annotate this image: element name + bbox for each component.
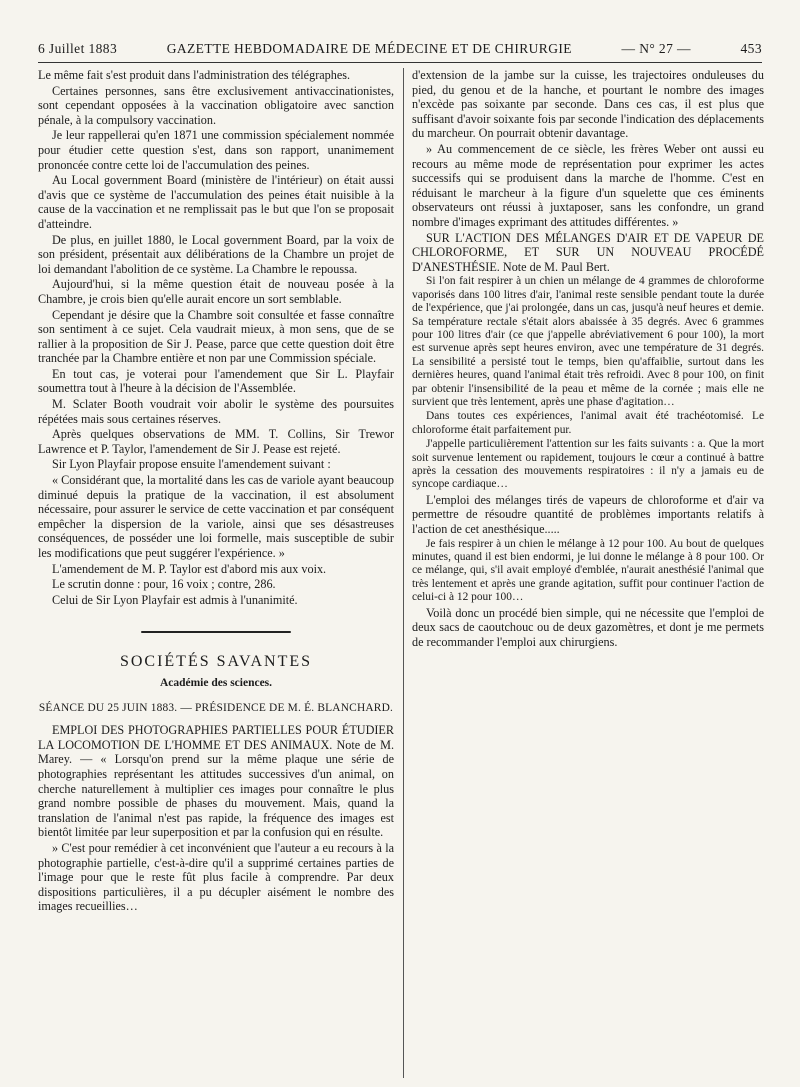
header-page-number: 453 [740,41,762,56]
paragraph: M. Sclater Booth voudrait voir abolir le système des poursuites répétées mais sous certaines réserves. [38,397,394,426]
paragraph: J'appelle particulièrement l'attention sur les faits suivants : a. Que la mort soit survenue lentement ou rapidement, toujours le cœur a continué à battre après la cessation des mouvements respiratoires : il n'y a jamais eu de syncope cardiaque… [412,438,764,491]
paragraph: Après quelques observations de MM. T. Collins, Sir Trewor Lawrence et P. Taylor, l'amendement de Sir J. Pease est rejeté. [38,427,394,456]
paragraph: Celui de Sir Lyon Playfair est admis à l'unanimité. [52,592,298,607]
paragraph: d'extension de la jambe sur la cuisse, les trajectoires onduleuses du pied, du genou et de la hanche, et pourtant le nombre des images n'excède pas soixante par seconde. Dans ces cas, il est plus que suffisant d'avoir soixante fois par seconde l'indication des déplacements du marcheur. On pourrait obtenir davantage. [412,68,764,141]
header-title: GAZETTE HEBDOMADAIRE DE MÉDECINE ET DE CHIRURGIE [166,41,572,56]
paragraph: Certaines personnes, sans être exclusivement antivaccinationistes, sont cependant opposées à la vaccination obligatoire avec sanction pénale, à la compulsory vaccination. [38,83,394,127]
paragraph: Si l'on fait respirer à un chien un mélange de 4 grammes de chloroforme vaporisés dans 100 litres d'air, l'animal reste sensible pendant toute la durée de l'expérience, que j'ai prolongée, dans un cas, jusqu'à neuf heures et demie. Sa température rectale s'était alors abaissée à 35 degrés. Avec 6 grammes pour 100 litres d'air (ce que j'appelle abréviativement 6 pour 100), la mort est survenue après sept heures environ, avec une température de 31 degrés. La sensibilité a persisté tout le temps, bien qu'affaiblie, surtout dans les dernières heures, quand l'animal était très refroidi. Avec 8 pour 100, on finit par obtenir l'insensibilité de la peau et même de la cornée ; mais elle ne survient que très lentement, après une phase d'agitation… [412,275,764,408]
paragraph: Je fais respirer à un chien le mélange à 12 pour 100. Au bout de quelques minutes, quand il est bien endormi, je lui donne le mélange à 8 pour 100. Or ce mélange, qui, s'il avait employé d'emblée, n'aurait anesthésié l'animal que très lentement et après une grande agitation, suffit pour continuer l'action de celui-ci à 12 pour 100… [412,537,764,604]
column-divider [403,68,404,1078]
paragraph: EMPLOI DES PHOTOGRAPHIES PARTIELLES POUR ÉTUDIER LA LOCOMOTION DE L'HOMME ET DES ANIMAUX. Note de M. Marey. — « Lorsqu'on prend sur la même plaque une série de photographies représentant les attitudes successives d'un animal, on cherche naturellement à multiplier ces images pour connaître le plus grand nombre possible de phases du mouvement. Mais, quand la translation de l'animal n'est pas rapide, la fréquence des images est bientôt limitée par leur superposition et par la confusion qui en résulte. [38,723,394,840]
paragraph: L'amendement de M. P. Taylor est d'abord mis aux voix. [52,561,327,576]
paragraph: Dans toutes ces expériences, l'animal avait été trachéotomisé. Le chloroforme était parfaitement pur. [412,410,764,436]
header-rule [38,62,762,63]
seance-line: SÉANCE DU 25 JUIN 1883. — PRÉSIDENCE DE M. É. BLANCHARD. [38,701,394,714]
paragraph: Le scrutin donne : pour, 16 voix ; contre, 286. [52,577,276,592]
paragraph: Aujourd'hui, si la même question était de nouveau posée à la Chambre, je crois bien qu'elle aurait encore un sort semblable. [38,277,394,306]
paragraph: De plus, en juillet 1880, le Local government Board, par la voix de son président, présentait aux délibérations de la Chambre un projet de loi demandant l'abolition de ce système. La Chambre le repoussa. [38,232,394,276]
section-title: SOCIÉTÉS SAVANTES [119,653,313,671]
paragraph: En tout cas, je voterai pour l'amendement que Sir L. Playfair soumettra tout à l'heure à la décision de l'Assemblée. [38,366,394,396]
article-heading: SUR L'ACTION DES MÉLANGES D'AIR ET DE VAPEUR DE CHLOROFORME, ET SUR UN NOUVEAU PROCÉDÉ D'ANESTHÉSIE. Note de M. Paul Bert. [412,230,764,274]
header-issue: — N° 27 — [621,41,691,56]
paragraph: L'emploi des mélanges tirés de vapeurs de chloroforme et d'air va permettre de résoudre quantité de problèmes importants relatifs à l'action de cet anesthésique..... [412,492,764,536]
paragraph: » Au commencement de ce siècle, les frères Weber ont aussi eu recours au même mode de représentation pour exprimer les actes successifs qui se produisent dans la marche de l'homme. C'est en réduisant le marcheur à la figure d'un squelette que ces éminents observateurs ont réussi à juxtaposer, sans les confondre, un grand nombre d'images exprimant des attitudes différentes. » [412,141,764,229]
paragraph: Voilà donc un procédé bien simple, qui ne nécessite que l'emploi de deux sacs de caoutchouc ou de deux gazomètres, et dont je me permets de recommander l'emploi aux chirurgiens. [412,605,764,649]
paragraph: Je leur rappellerai qu'en 1871 une commission spécialement nommée pour étudier cette question s'est, dans son rapport, unanimement prononcée contre cette loi de l'accumulation des peines. [38,128,394,172]
academy-heading: Académie des sciences. [159,676,273,689]
paragraph: Le même fait s'est produit dans l'administration des télégraphes. [38,68,351,82]
page-header [38,38,762,60]
header-date: 6 Juillet 1883 [38,41,118,56]
paragraph: « Considérant que, la mortalité dans les cas de variole ayant beaucoup diminué depuis la pratique de la vaccination, il est absolument nécessaire, pour assurer le service de cette vaccination et par conséquent empêcher la dispersion de la variole, ainsi que ses désastreuses conséquences, de posséder une loi formelle, mais susceptible de subir les modifications que peut suggérer l'expérience. » [38,473,394,560]
section-separator [141,631,291,633]
paragraph: Cependant je désire que la Chambre soit consultée et fasse connaître son sentiment à ce sujet. Cela vaudrait mieux, à mon sens, que de se rallier à la proposition de Sir J. Pease, parce que cette question doit être tranchée par la Chambre entière et non par une Commission spéciale. [38,307,394,366]
left-column [38,68,394,915]
paragraph: Sir Lyon Playfair propose ensuite l'amendement suivant : [52,457,331,472]
paragraph: » C'est pour remédier à cet inconvénient que l'auteur a eu recours à la photographie partielle, c'est-à-dire qu'il a supprimé certaines parties de l'image pour que le reste fût plus facile à comprendre. Par deux dispositions particulières, il a pu décupler aisément le nombre des images recueillies… [38,840,394,914]
right-column [412,68,764,650]
paragraph: Au Local government Board (ministère de l'intérieur) on était aussi d'avis que ce système de l'accumulation des peines était nuisible à la cause de la vaccination et ne remplissait pas le but que l'on se proposait d'atteindre. [38,173,394,231]
